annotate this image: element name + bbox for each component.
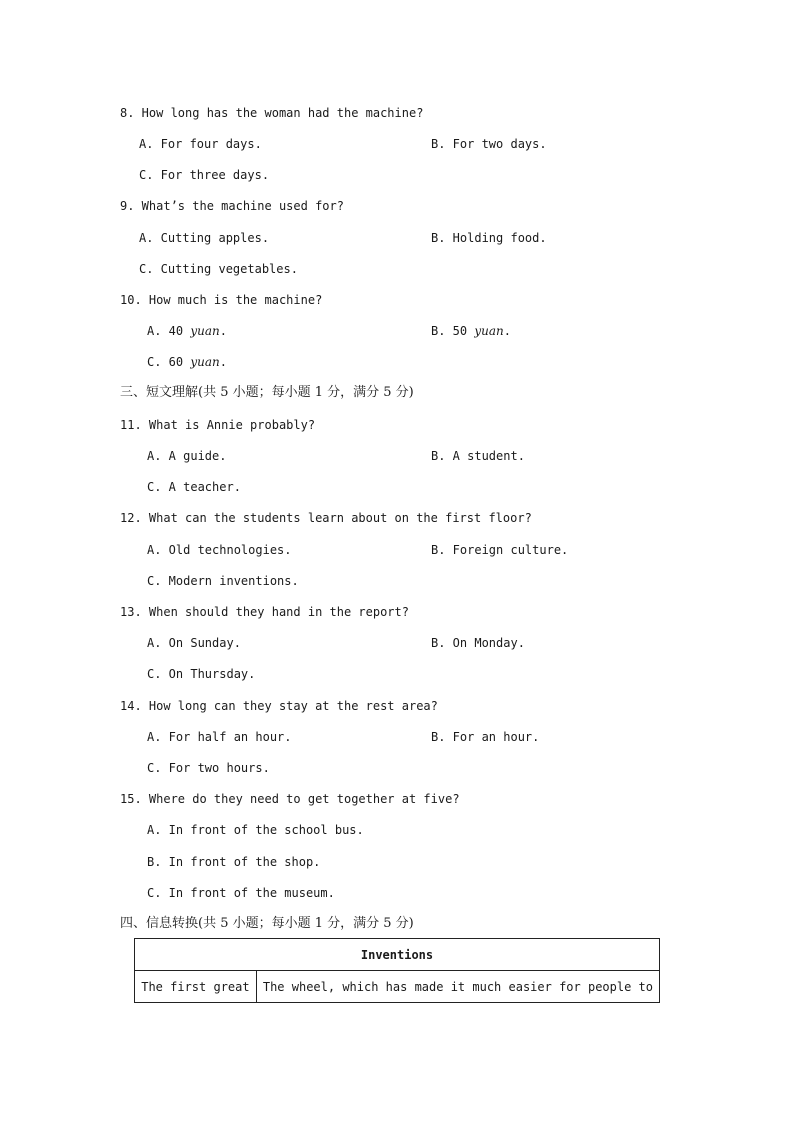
question-8-text: 8. How long has the woman had the machine? <box>120 106 424 120</box>
question-13-text: 13. When should they hand in the report? <box>120 605 409 619</box>
q10-option-c: C. 60 yuan. <box>147 355 227 369</box>
q10-option-a: A. 40 yuan. <box>147 324 227 338</box>
q8-option-b: B. For two days. <box>431 137 547 151</box>
table-cell-label: The first great <box>135 971 257 1003</box>
q13-option-b: B. On Monday. <box>431 636 525 650</box>
q9-option-b: B. Holding food. <box>431 231 547 245</box>
q15-option-b: B. In front of the shop. <box>147 855 321 869</box>
q14-option-a: A. For half an hour. <box>147 730 292 744</box>
question-11-text: 11. What is Annie probably? <box>120 418 316 432</box>
q12-option-a: A. Old technologies. <box>147 543 292 557</box>
q14-option-c: C. For two hours. <box>147 761 270 775</box>
q11-option-a: A. A guide. <box>147 449 227 463</box>
q12-option-b: B. Foreign culture. <box>431 543 569 557</box>
question-9-text: 9. What’s the machine used for? <box>120 199 344 213</box>
question-12-text: 12. What can the students learn about on the first floor? <box>120 511 532 525</box>
q8-option-a: A. For four days. <box>139 137 262 151</box>
question-14-text: 14. How long can they stay at the rest area? <box>120 699 438 713</box>
inventions-table <box>134 938 660 1003</box>
q8-option-c: C. For three days. <box>139 168 270 182</box>
q15-option-c: C. In front of the museum. <box>147 886 335 900</box>
q13-option-a: A. On Sunday. <box>147 636 241 650</box>
q15-option-a: A. In front of the school bus. <box>147 823 364 837</box>
question-15-text: 15. Where do they need to get together at five? <box>120 792 460 806</box>
question-10-text: 10. How much is the machine? <box>120 293 323 307</box>
q10-option-b: B. 50 yuan. <box>431 324 511 338</box>
table-cell-content: The wheel, which has made it much easier for people to <box>256 971 659 1003</box>
q14-option-b: B. For an hour. <box>431 730 540 744</box>
table-row <box>135 971 660 1003</box>
q13-option-c: C. On Thursday. <box>147 667 256 681</box>
q11-option-b: B. A student. <box>431 449 525 463</box>
section-four-heading: 四、信息转换(共 5 小题；每小题 1 分，满分 5 分) <box>120 916 414 931</box>
q12-option-c: C. Modern inventions. <box>147 574 299 588</box>
table-header-row <box>135 939 660 971</box>
q11-option-c: C. A teacher. <box>147 480 241 494</box>
section-three-heading: 三、短文理解(共 5 小题；每小题 1 分，满分 5 分) <box>120 385 414 400</box>
q9-option-c: C. Cutting vegetables. <box>139 262 298 276</box>
q9-option-a: A. Cutting apples. <box>139 231 270 245</box>
table-header-cell: Inventions <box>135 939 660 971</box>
